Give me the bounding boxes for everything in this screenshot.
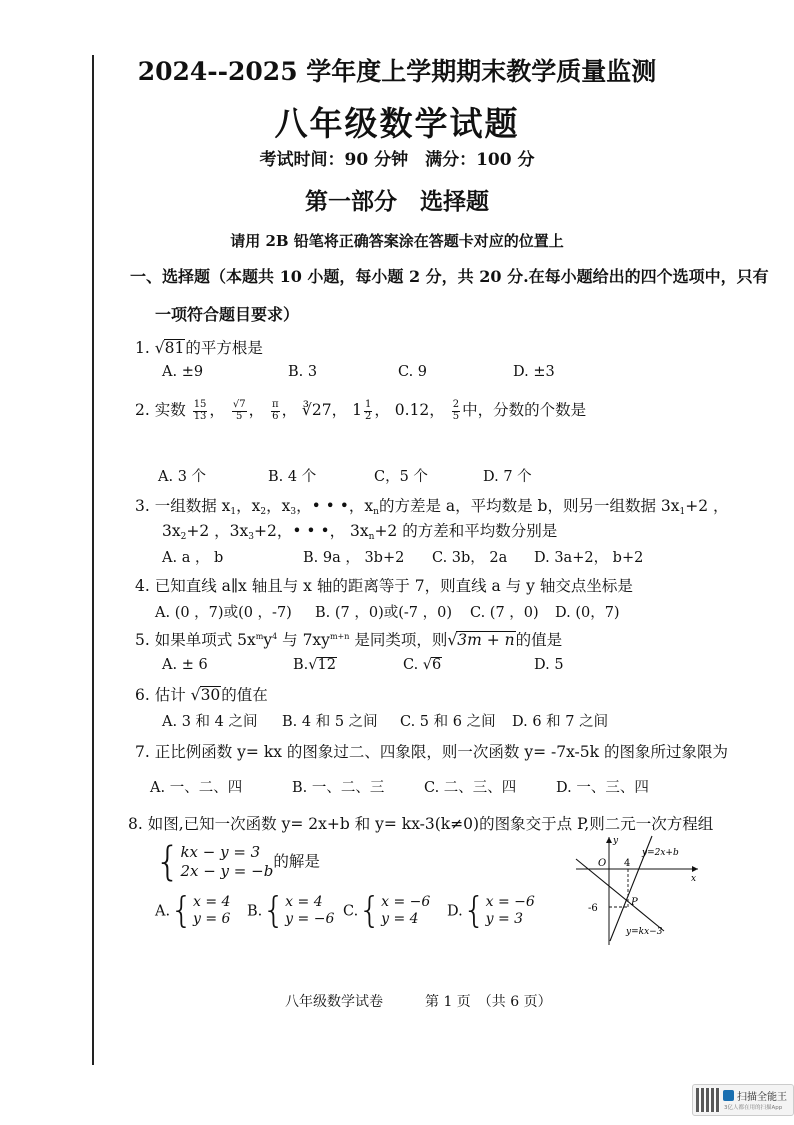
- question-6: 6. 估计 √30的值在: [135, 686, 268, 704]
- question-4: [135, 574, 633, 596]
- radicand: 81: [164, 339, 185, 357]
- label-4: 4: [624, 858, 631, 869]
- question-text: 的平方根是: [185, 339, 263, 357]
- q3-option-b: B. 9a ， 3b+2: [303, 550, 405, 566]
- q6-option-c: C. 5 和 6 之间: [400, 714, 496, 730]
- q8-option-a: A.{ x = 4 y = 6: [155, 890, 231, 931]
- question-number: 2.: [135, 401, 150, 419]
- q6-option-b: B. 4 和 5 之间: [282, 714, 378, 730]
- question-number: 6.: [135, 686, 150, 704]
- q4-option-a: A. (0 ，7)或(0 ，-7): [155, 605, 292, 621]
- q5-option-b: B.√12: [293, 657, 336, 673]
- q7-option-b: B. 一、二、三: [292, 780, 385, 796]
- q7-option-a: A. 一、二、四: [150, 780, 243, 796]
- scanner-logo-icon: [723, 1090, 734, 1101]
- q1-option-c: C. 9: [398, 364, 428, 380]
- question-lead: 实数: [154, 401, 186, 419]
- exam-title: 八年级数学试题: [274, 104, 520, 143]
- q5-option-a: A. ± 6: [162, 657, 208, 673]
- question-number: 1.: [135, 339, 150, 357]
- question-text: 正比例函数 y= kx 的图象过二、四象限，则一次函数 y= -7x-5k 的图象所过象限为: [154, 743, 728, 761]
- question-text: 如图,已知一次函数 y= 2x+b 和 y= kx-3(k≠0)的图象交于点 P,则二元一次方程组: [147, 815, 714, 833]
- question-3-line2: $3x_2+2$ ，$3x_3+2$，• • •， $3x_n+2$ 的方差和平均数分别是: [162, 522, 558, 542]
- y-axis-arrow-icon: [606, 837, 612, 843]
- x-axis-arrow-icon: [692, 866, 698, 872]
- question-1: 1. √81的平方根是: [135, 339, 263, 357]
- radicand: 30: [200, 686, 221, 704]
- radicand: 3m + n: [457, 631, 515, 649]
- exam-period-heading: 2024--2025 学年度上学期期末教学质量监测: [137, 57, 657, 86]
- exam-info: 考试时间：90 分钟 满分：100 分: [259, 150, 535, 170]
- question-text: 已知直线 a∥x 轴且与 x 轴的距离等于 7，则直线 a 与 y 轴交点坐标是: [154, 577, 633, 595]
- q8-option-c: C.{ x = −6 y = 4: [343, 890, 431, 931]
- q8-function-graph: [572, 833, 702, 948]
- label-p: P: [631, 897, 638, 908]
- q5-option-d: D. 5: [534, 657, 564, 673]
- question-5: 5. 如果单项式 $5x^my^4$ 与 $7xy^{m+n}$ 是同类项，则√3m + n的值是: [135, 631, 563, 649]
- label-line-2x-plus-b: y=2x+b: [642, 848, 679, 858]
- page-footer: 八年级数学试卷 第 1 页 （共 6 页）: [285, 994, 552, 1010]
- q1-option-a: A. ±9: [162, 364, 204, 380]
- q4-option-d: D. (0，7): [555, 605, 620, 621]
- question-8: [128, 812, 713, 834]
- label-line-kx-minus-3: y=kx−3: [626, 927, 663, 937]
- label-y: y: [613, 836, 619, 846]
- decimal-value: 0.12，: [394, 401, 445, 419]
- part-heading: 第一部分 选择题: [305, 188, 489, 215]
- scanner-tagline: 3亿人都在用的扫描App: [724, 1105, 783, 1111]
- mixed-number: 1 $\frac{1}{2}$: [352, 399, 372, 422]
- label-neg6: -6: [588, 903, 598, 914]
- label-origin: O: [598, 858, 607, 869]
- q4-option-b: B. (7 ，0)或(-7 ，0): [315, 605, 453, 621]
- q2-option-b: B. 4 个: [268, 469, 317, 485]
- q1-option-b: B. 3: [288, 364, 318, 380]
- scanner-name: 扫描全能王: [737, 1092, 787, 1103]
- fraction-2-5: $\frac{2}{5}$: [452, 399, 460, 422]
- q7-option-d: D. 一、三、四: [556, 780, 649, 796]
- question-number: 3.: [135, 497, 150, 515]
- q5-option-c: C. √6: [403, 657, 442, 673]
- question-3-line1: 3. 一组数据 $x_1$，$x_2$，$x_3$，• • •，$x_n$的方差是 a，平均数是 b，则另一组数据 $3x_1+2$ ，: [135, 497, 729, 517]
- label-x: x: [691, 874, 697, 884]
- q1-option-d: D. ±3: [513, 364, 555, 380]
- q4-option-c: C. (7 ，0): [470, 605, 539, 621]
- fraction-sqrt7-5: $\frac{√7}{5}$: [232, 399, 246, 422]
- section-heading-line1: 一、选择题（本题共 10 小题，每小题 2 分，共 20 分.在每小题给出的四个选项中，只有: [130, 267, 769, 286]
- q2-option-a: A. 3 个: [158, 469, 207, 485]
- question-2: 2. 实数 $\frac{15}{13}$ ， $\frac{√7}{5}$ ， $\frac{\pi}{6}$ ， ∛27， 1 $\frac{1}{2}$ ， 0.12， $\frac{2}{5}$ 中，分数的个数是: [135, 399, 587, 422]
- q8-equation-system: { kx − y = 3 2x − y = −b 的解是: [155, 839, 320, 885]
- question-7: [135, 740, 728, 762]
- line-y-kx-minus-3: [576, 859, 664, 931]
- qr-code-icon: [696, 1088, 720, 1112]
- q3-option-a: A. a ， b: [162, 550, 224, 566]
- q3-option-c: C. 3b， 2a: [432, 550, 508, 566]
- q6-option-d: D. 6 和 7 之间: [512, 714, 609, 730]
- q2-option-d: D. 7 个: [483, 469, 532, 485]
- question-number: 4.: [135, 577, 150, 595]
- question-tail: 中，分数的个数是: [462, 401, 587, 419]
- fraction-pi-6: $\frac{\pi}{6}$: [272, 399, 279, 422]
- cube-root-27: ∛27: [302, 401, 332, 419]
- scanner-watermark: [692, 1084, 794, 1116]
- question-number: 7.: [135, 743, 150, 761]
- fraction-15-13: $\frac{15}{13}$: [193, 399, 207, 422]
- section-heading-line2: 一项符合题目要求）: [155, 305, 300, 324]
- q6-option-a: A. 3 和 4 之间: [162, 714, 258, 730]
- question-number: 5.: [135, 631, 150, 649]
- q8-option-b: B.{ x = 4 y = −6: [247, 890, 335, 931]
- answer-instruction: 请用 2B 铅笔将正确答案涂在答题卡对应的位置上: [230, 232, 564, 250]
- q3-option-d: D. 3a+2， b+2: [534, 550, 644, 566]
- q2-option-c: C，5 个: [374, 469, 428, 485]
- q8-option-d: D.{ x = −6 y = 3: [447, 890, 535, 931]
- question-number: 8.: [128, 815, 143, 833]
- q7-option-c: C. 二、三、四: [424, 780, 517, 796]
